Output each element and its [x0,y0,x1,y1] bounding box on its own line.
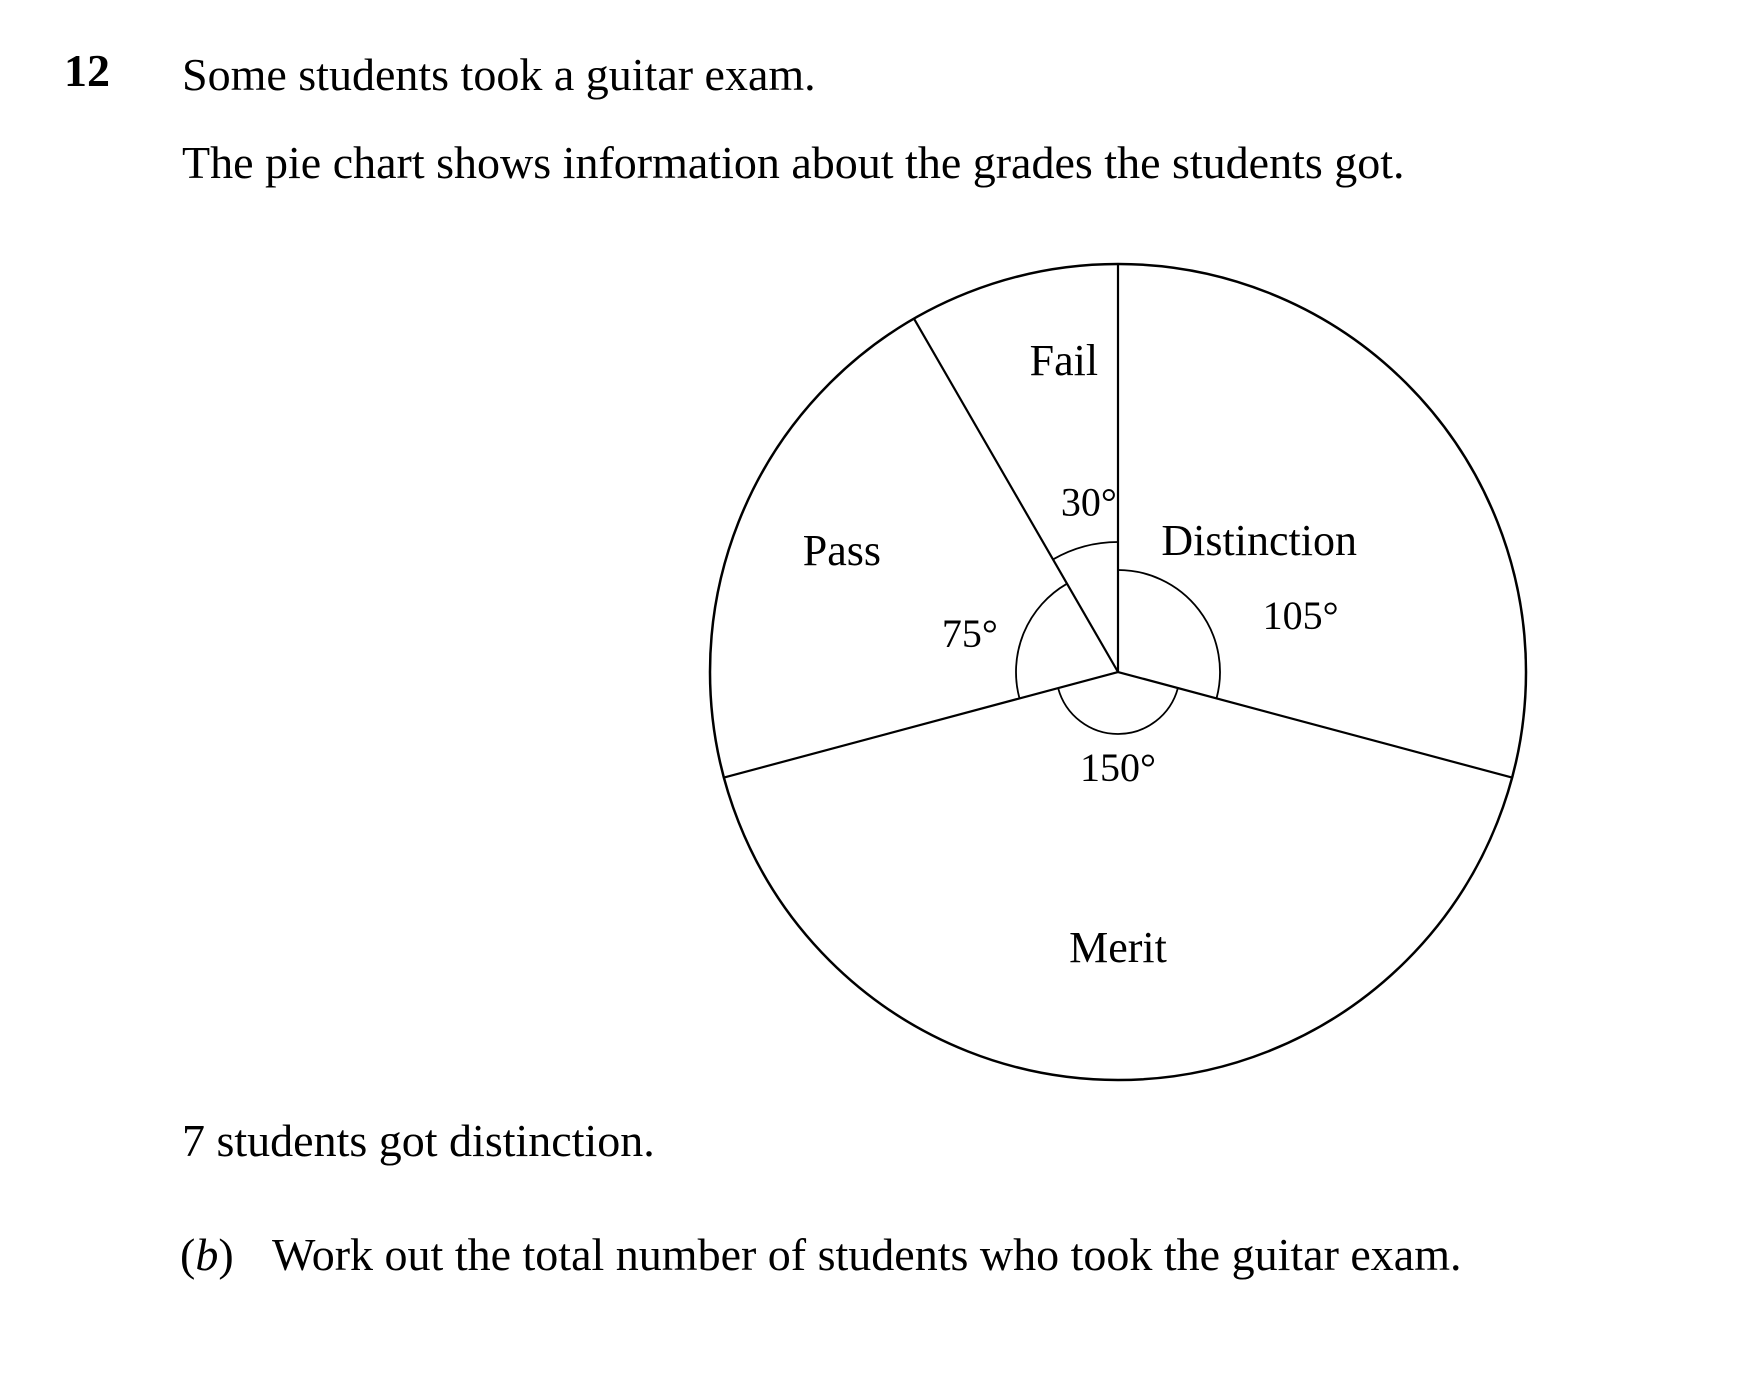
question-number: 12 [64,45,110,96]
part-b-label: (b) [180,1229,234,1280]
question-intro: Some students took a guitar exam. [182,49,816,100]
angle-label-merit: 150° [1080,745,1156,791]
given-info: 7 students got distinction. [182,1115,655,1166]
slice-label-fail: Fail [1029,335,1099,385]
slice-label-pass: Pass [802,525,881,575]
chart-description: The pie chart shows information about the grades the students got. [182,137,1405,188]
angle-label-pass: 75° [941,610,998,656]
part-b-text: Work out the total number of students who took the guitar exam. [272,1229,1462,1280]
part-b-question [180,1229,1462,1280]
angle-label-fail: 30° [1060,479,1117,525]
angle-label-distinction: 105° [1262,592,1339,638]
slice-label-merit: Merit [1069,923,1167,973]
slice-label-distinction: Distinction [1161,515,1357,565]
part-b-letter: b [195,1229,219,1280]
